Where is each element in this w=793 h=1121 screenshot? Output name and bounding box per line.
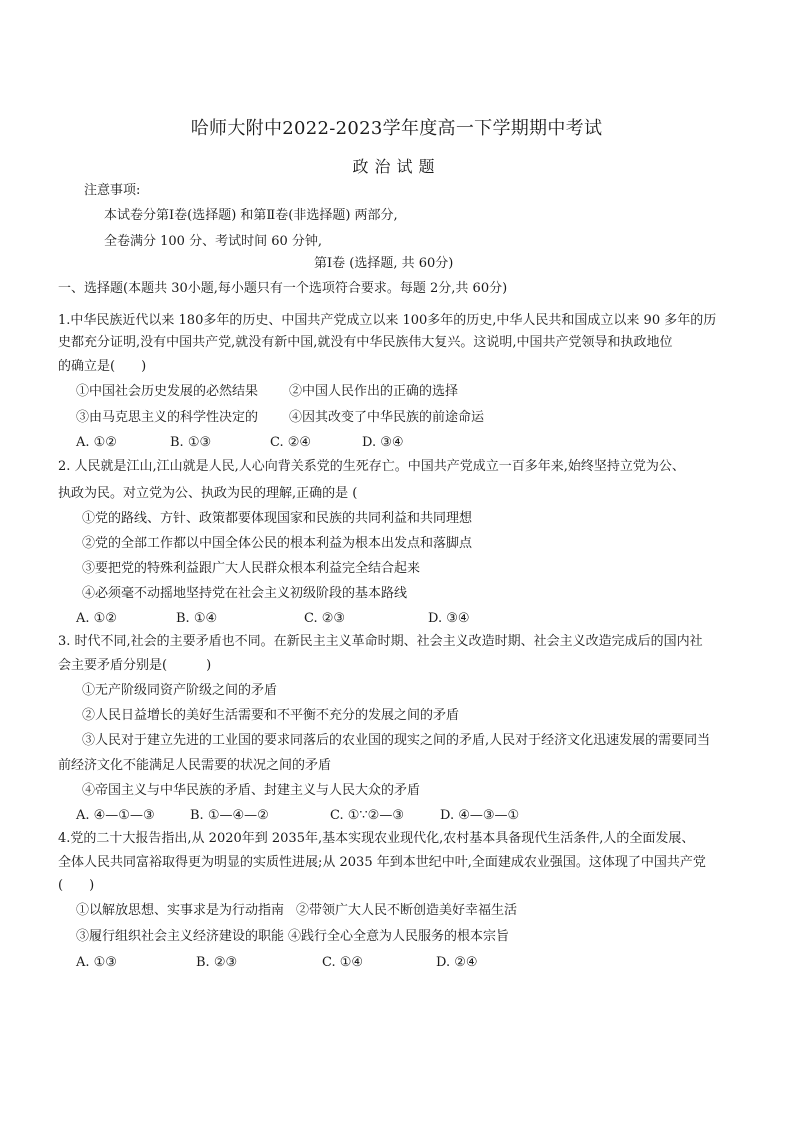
q3-statement-4: ④帝国主义与中华民族的矛盾、封建主义与人民大众的矛盾 xyxy=(82,783,421,798)
q4-option-c: C. ①④ xyxy=(322,955,364,970)
q4-stem-line-1: 4.党的二十大报告指出,从 2020年到 2035年,基本实现农业现代化,农村基本具备现代生活条件,人的全面发展、 xyxy=(58,831,695,846)
exam-title: 哈师大附中2022-2023学年度高一下学期期中考试 xyxy=(190,118,603,139)
q2-statement-1: ①党的路线、方针、政策都要体现国家和民族的共同利益和共同理想 xyxy=(82,511,473,526)
q2-option-a: A. ①② xyxy=(76,611,117,626)
q3-option-b: B. ①—④—② xyxy=(190,808,269,823)
q3-statement-3-line-1: ③人民对于建立先进的工业国的要求同落后的农业国的现实之间的矛盾,人民对于经济文化迅速发展的需要同当 xyxy=(82,733,711,748)
exam-subtitle: 政治试题 xyxy=(352,157,441,176)
q4-statement-3: ③履行组织社会主义经济建设的职能 xyxy=(76,929,285,944)
q4-stem-line-3: ( ) xyxy=(58,878,95,893)
q3-stem-line-2: 会主要矛盾分别是( ) xyxy=(58,658,212,673)
section-instructions: 一、选择题(本题共 30小题,每小题只有一个选项符合要求。每题 2分,共 60分) xyxy=(58,281,508,296)
q1-stem-line-1: 1.中华民族近代以来 180多年的历史、中国共产党成立以来 100多年的历史,中华人民共和国成立以来 90 多年的历 xyxy=(58,313,717,328)
q1-option-a: A. ①② xyxy=(76,435,117,450)
q1-stem-line-2: 史都充分证明,没有中国共产党,就没有新中国,就没有中华民族伟大复兴。这说明,中国共产党领导和执政地位 xyxy=(58,335,673,350)
q4-stem-line-2: 全体人民共同富裕取得更为明显的实质性进展;从 2035 年到本世纪中叶,全面建成农业强国。这体现了中国共产党 xyxy=(58,855,706,870)
q3-statement-3-line-2: 前经济文化不能满足人民需要的状况之间的矛盾 xyxy=(58,758,332,773)
q2-statement-2: ②党的全部工作都以中国全体公民的根本利益为根本出发点和落脚点 xyxy=(82,536,473,551)
q3-stem-line-1: 3. 时代不同,社会的主要矛盾也不同。在新民主主义革命时期、社会主义改造时期、社会主义改造完成后的国内社 xyxy=(58,634,703,649)
q3-statement-1: ①无产阶级同资产阶级之间的矛盾 xyxy=(82,683,278,698)
q1-statement-1: ①中国社会历史发展的必然结果 xyxy=(76,384,259,399)
q1-option-d: D. ③④ xyxy=(362,435,404,450)
q4-option-d: D. ②④ xyxy=(436,955,478,970)
q2-option-b: B. ①④ xyxy=(176,611,218,626)
q1-stem-line-3: 的确立是( ) xyxy=(58,359,147,374)
q3-option-a: A. ④—①—③ xyxy=(76,808,155,823)
q3-option-d: D. ④—③—① xyxy=(440,808,520,823)
q2-option-c: C. ②③ xyxy=(304,611,346,626)
q2-option-d: D. ③④ xyxy=(428,611,470,626)
notice-heading: 注意事项: xyxy=(84,183,141,198)
section-heading: 第Ⅰ卷 (选择题, 共 60分) xyxy=(314,256,454,271)
q1-statement-2: ②中国人民作出的正确的选择 xyxy=(289,384,459,399)
notice-line-1: 本试卷分第Ⅰ卷(选择题) 和第Ⅱ卷(非选择题) 两部分, xyxy=(104,208,398,223)
q1-option-c: C. ②④ xyxy=(270,435,312,450)
q2-statement-4: ④必须毫不动摇地坚持党在社会主义初级阶段的基本路线 xyxy=(82,586,408,601)
q4-option-b: B. ②③ xyxy=(196,955,238,970)
q2-stem-line-1: 2. 人民就是江山,江山就是人民,人心向背关系党的生死存亡。中国共产党成立一百多年来,始终坚持立党为公、 xyxy=(58,459,685,474)
q2-statement-3: ③要把党的特殊利益跟广大人民群众根本利益完全结合起来 xyxy=(82,561,421,576)
q1-statement-3: ③由马克思主义的科学性决定的 xyxy=(76,410,259,425)
q4-statement-4: ④践行全心全意为人民服务的根本宗旨 xyxy=(288,929,510,944)
q2-stem-line-2: 执政为民。对立党为公、执政为民的理解,正确的是 ( xyxy=(58,486,358,501)
q4-option-a: A. ①③ xyxy=(76,955,117,970)
notice-line-2: 全卷满分 100 分、考试时间 60 分钟, xyxy=(104,234,323,249)
q1-statement-4: ④因其改变了中华民族的前途命运 xyxy=(289,410,485,425)
q3-statement-2: ②人民日益增长的美好生活需要和不平衡不充分的发展之间的矛盾 xyxy=(82,708,460,723)
q3-option-c: C. ①∵②—③ xyxy=(330,808,404,823)
q4-statement-2: ②带领广大人民不断创造美好幸福生活 xyxy=(296,903,518,918)
q4-statement-1: ①以解放思想、实事求是为行动指南 xyxy=(76,903,285,918)
q1-option-b: B. ①③ xyxy=(170,435,212,450)
